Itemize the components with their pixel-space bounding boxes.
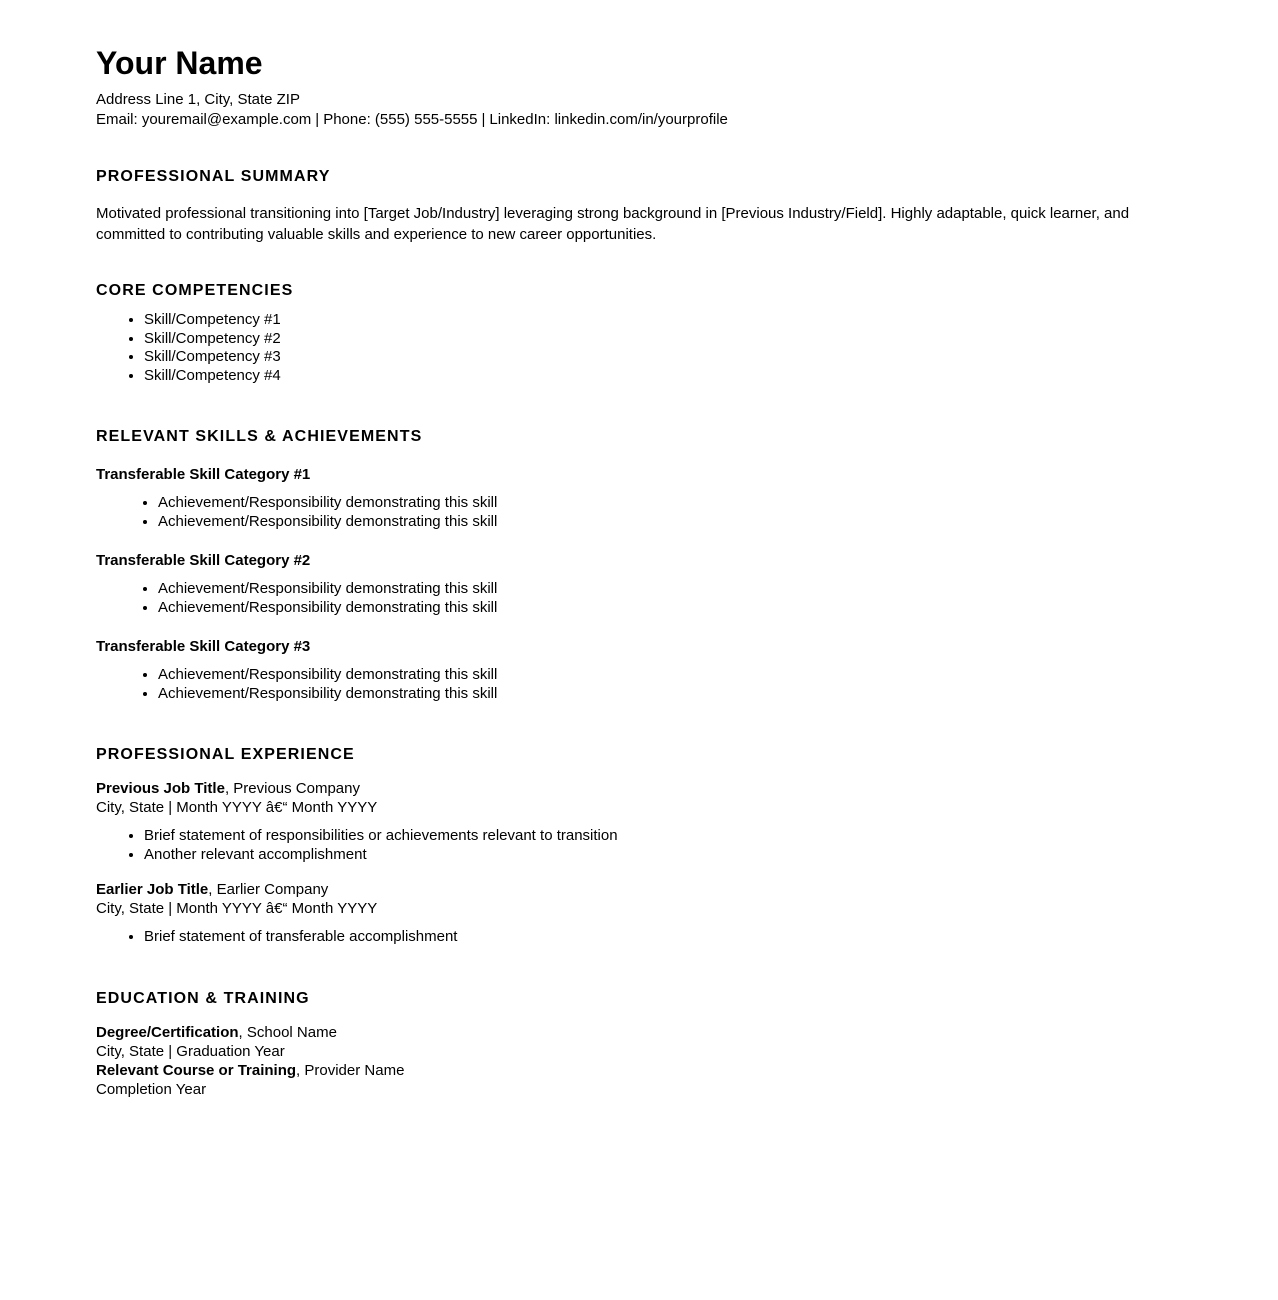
section-heading-professional-experience: PROFESSIONAL EXPERIENCE [96, 746, 355, 763]
list-item: • Skill/Competency #4 [144, 367, 1170, 386]
course-line [96, 1061, 1170, 1080]
company-name: , Earlier Company [208, 881, 329, 898]
school-name: , School Name [238, 1023, 337, 1041]
list-item: • Achievement/Responsibility demonstrating this skill [158, 666, 1170, 685]
skill-group [96, 637, 1170, 703]
list-item: • Achievement/Responsibility demonstrating this skill [158, 513, 1170, 532]
list-item: • Brief statement of transferable accomplishment [144, 928, 1170, 947]
skill-group [96, 551, 1170, 617]
resume-header [96, 44, 1170, 129]
linkedin-text: LinkedIn: linkedin.com/in/yourprofile [489, 110, 728, 128]
section-heading-education-training: EDUCATION & TRAINING [96, 989, 310, 1007]
degree-line [96, 1023, 1170, 1042]
education-block [96, 1023, 1170, 1099]
list-item: • Achievement/Responsibility demonstrating this skill [158, 685, 1170, 704]
experience-entry [96, 779, 1170, 864]
professional-summary-text: Motivated professional transitioning into [Target Job/Industry] leveraging strong background in [Previous Industry/Field]. Highly adaptable, quick learner, and committed to contributing valuable skills and experience to new career opportunities. [96, 205, 1130, 243]
list-item: • Skill/Competency #3 [144, 348, 1170, 367]
skill-group-list [96, 494, 1170, 531]
skill-group [96, 465, 1170, 531]
contact-line [96, 110, 1170, 130]
degree-meta-line: City, State | Graduation Year [96, 1042, 285, 1060]
address-line: Address Line 1, City, State ZIP [96, 91, 300, 108]
section-heading-professional-summary: PROFESSIONAL SUMMARY [96, 168, 331, 185]
job-title: Earlier Job Title [96, 881, 209, 898]
course-meta-line: Completion Year [96, 1080, 207, 1098]
job-title: Previous Job Title [96, 780, 225, 797]
phone-text: Phone: (555) 555-5555 [323, 110, 478, 128]
skill-group-list [96, 666, 1170, 703]
provider-name: , Provider Name [296, 1061, 405, 1079]
experience-title-line [96, 779, 1170, 798]
skill-group-title: Transferable Skill Category #3 [96, 638, 311, 655]
contact-separator-1: | [315, 110, 320, 128]
list-item: • Achievement/Responsibility demonstrating this skill [158, 599, 1170, 618]
page-title: Your Name [96, 45, 263, 81]
section-heading-core-competencies: CORE COMPETENCIES [96, 282, 294, 299]
skill-group-title: Transferable Skill Category #2 [96, 552, 311, 569]
experience-entry [96, 880, 1170, 947]
degree-title: Degree/Certification [96, 1023, 239, 1041]
list-item: • Skill/Competency #1 [144, 311, 1170, 330]
skill-group-list [96, 580, 1170, 617]
experience-title-line [96, 880, 1170, 899]
list-item: • Skill/Competency #2 [144, 330, 1170, 349]
experience-bullets [96, 928, 1170, 947]
list-item: • Achievement/Responsibility demonstrating this skill [158, 580, 1170, 599]
contact-separator-2: | [481, 110, 486, 128]
section-heading-relevant-skills: RELEVANT SKILLS & ACHIEVEMENTS [96, 428, 423, 445]
email-text: Email: youremail@example.com [96, 110, 312, 128]
experience-meta-line: City, State | Month YYYY â€“ Month YYYY [96, 799, 378, 816]
experience-meta-line: City, State | Month YYYY â€“ Month YYYY [96, 900, 378, 917]
experience-bullets [96, 827, 1170, 864]
core-competencies-list [96, 311, 1170, 385]
list-item: • Brief statement of responsibilities or achievements relevant to transition [144, 827, 1170, 846]
list-item: • Achievement/Responsibility demonstrating this skill [158, 494, 1170, 513]
skill-group-title: Transferable Skill Category #1 [96, 466, 311, 483]
list-item: • Another relevant accomplishment [144, 846, 1170, 865]
company-name: , Previous Company [224, 780, 360, 797]
course-title: Relevant Course or Training [96, 1061, 297, 1079]
